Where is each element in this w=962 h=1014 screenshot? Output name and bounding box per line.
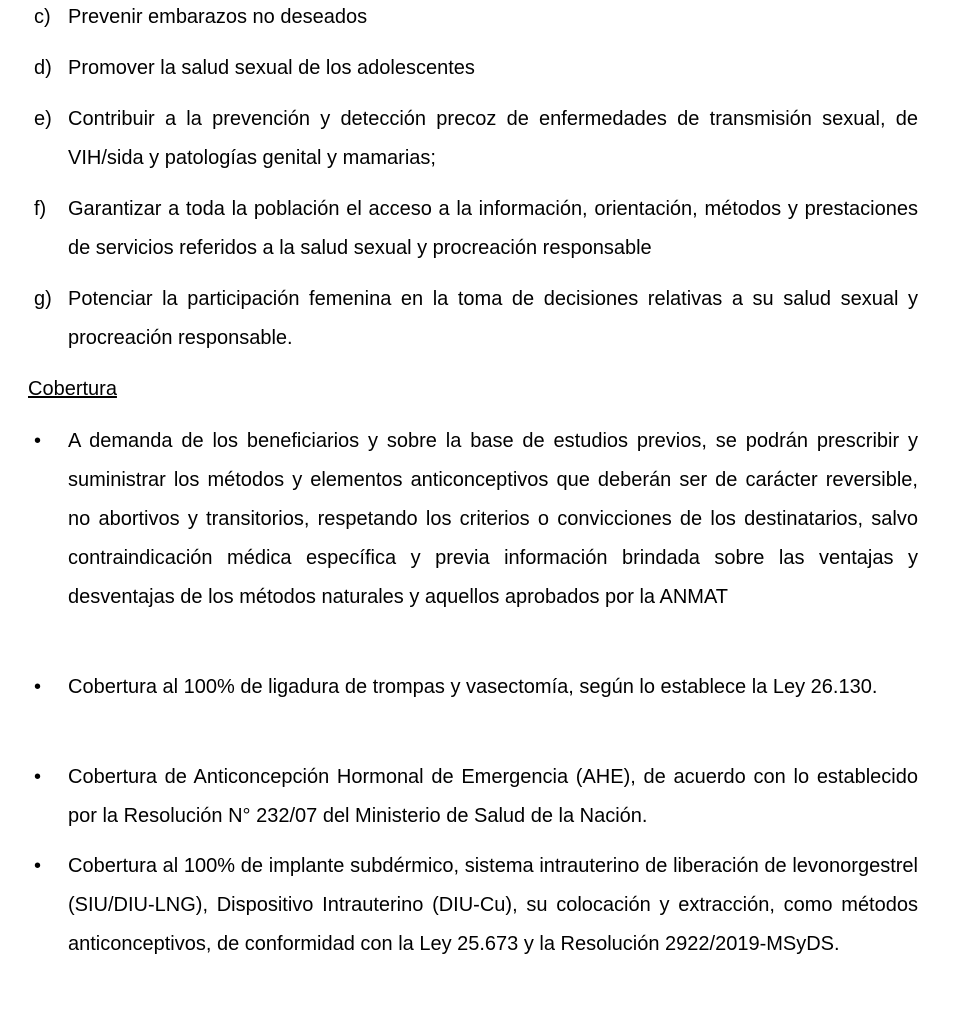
- list-item-text: Contribuir a la prevención y detección precoz de enfermedades de transmisión sexual, de VIH/sida y patologías genital y mamarias;: [68, 108, 918, 169]
- list-item-text: Garantizar a toda la población el acceso a la información, orientación, métodos y prestaciones de servicios referidos a la salud sexual y procreación responsable: [68, 198, 918, 259]
- bullet-marker: •: [34, 676, 42, 698]
- list-marker: d): [34, 57, 52, 79]
- list-marker: f): [34, 198, 47, 220]
- list-item-e: [34, 100, 918, 178]
- bullet-item: [34, 847, 918, 964]
- list-item-text: Promover la salud sexual de los adolescentes: [68, 57, 475, 79]
- list-marker: e): [34, 108, 52, 130]
- bullet-marker: •: [34, 855, 42, 877]
- bullet-item: [34, 422, 918, 617]
- list-item-c: [34, 0, 918, 37]
- bullet-item-text: Cobertura de Anticoncepción Hormonal de Emergencia (AHE), de acuerdo con lo establecido por la Resolución N° 232/07 del Ministerio de Salud de la Nación.: [68, 766, 918, 827]
- bullet-item: [34, 668, 918, 707]
- bullet-item-text: Cobertura al 100% de implante subdérmico, sistema intrauterino de liberación de levonorgestrel (SIU/DIU-LNG), Dispositivo Intrauterino (DIU-Cu), su colocación y extracción, como métodos anticonceptivos, de conformidad con la Ley 25.673 y la Resolución 2922/2019-MSyDS.: [68, 855, 918, 955]
- bullet-item-text: A demanda de los beneficiarios y sobre la base de estudios previos, se podrán prescribir y suministrar los métodos y elementos anticonceptivos que deberán ser de carácter reversible, no abortivos y transitorios, respetando los criterios o convicciones de los destinatarios, salvo contraindicación médica específica y previa información brindada sobre las ventajas y desventajas de los métodos naturales y aquellos aprobados por la ANMAT: [68, 430, 918, 608]
- bullet-marker: •: [34, 766, 42, 788]
- section-heading-cobertura: Cobertura: [28, 378, 117, 400]
- list-item-text: Potenciar la participación femenina en la toma de decisiones relativas a su salud sexual y procreación responsable.: [68, 288, 918, 349]
- list-item-f: [34, 190, 918, 268]
- bullet-marker: •: [34, 430, 42, 452]
- list-marker: c): [34, 6, 51, 28]
- list-item-d: [34, 49, 918, 88]
- bullet-item: [34, 758, 918, 836]
- list-item-text: Prevenir embarazos no deseados: [68, 6, 368, 28]
- bullet-item-text: Cobertura al 100% de ligadura de trompas y vasectomía, según lo establece la Ley 26.130.: [68, 676, 878, 698]
- list-item-g: [34, 280, 918, 358]
- list-marker: g): [34, 288, 52, 310]
